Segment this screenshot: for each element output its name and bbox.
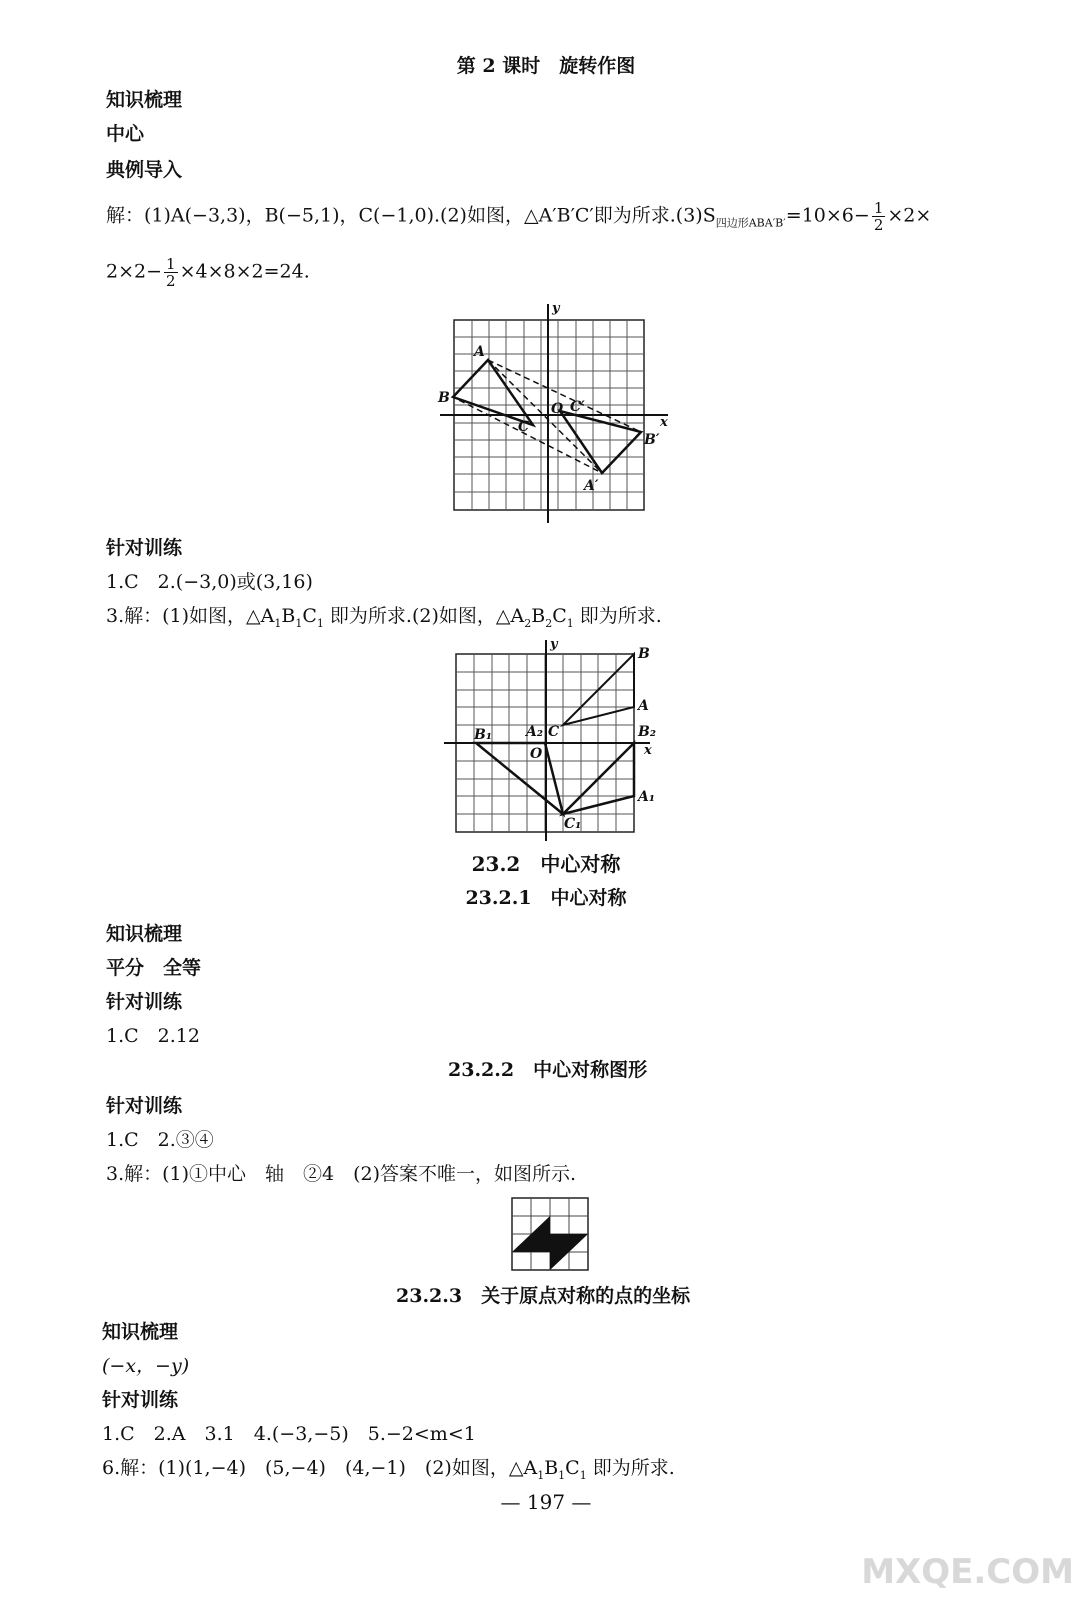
page-number: — 197 — xyxy=(500,1490,592,1514)
heading-practice: 针对训练 xyxy=(106,991,183,1013)
label-C: C xyxy=(548,724,560,740)
heading-knowledge: 知识梳理 xyxy=(106,89,183,111)
subsection-title-2: 23.2.2 中心对称图形 xyxy=(448,1059,648,1081)
practice-solution: 3.解：(1)如图，$\triangle A_1B_1C_1$ 即为所求.(2)如图，$\triangle A_2B_2C_1$ 即为所求. xyxy=(106,605,662,630)
subsection-title-1: 23.2.1 中心对称 xyxy=(465,887,627,909)
label-A2: A₂ xyxy=(526,724,543,740)
solution-line-2: 2×2− $\frac{1}{2}$ ×4×8×2=24. xyxy=(106,255,310,290)
triangle-ApBpCp xyxy=(560,411,641,473)
practice-answers: 1.C 2.12 xyxy=(106,1025,200,1047)
practice-answers: 1.C 2.③④ xyxy=(106,1129,214,1151)
rotation-figure-1 xyxy=(436,298,676,523)
answer-center: 中心 xyxy=(106,123,145,145)
heading-example: 典例导入 xyxy=(106,159,183,181)
label-x: x xyxy=(660,415,668,430)
label-C1: C₁ xyxy=(564,816,582,832)
watermark: MXQE.COM xyxy=(861,1552,1074,1592)
label-y: y xyxy=(552,301,560,316)
answer-line: 平分 全等 xyxy=(106,957,202,979)
label-B: B xyxy=(438,390,450,406)
label-B-prime: B′ xyxy=(644,432,660,448)
label-A: A xyxy=(474,344,485,360)
page-title: 第 2 课时 旋转作图 xyxy=(456,55,636,77)
label-A1: A₁ xyxy=(638,789,655,805)
fraction-half: $\frac{1}{2}$ xyxy=(166,255,176,290)
label-C-prime: C′ xyxy=(570,399,585,415)
label-x: x xyxy=(644,743,652,758)
label-A: A xyxy=(638,698,649,714)
fraction-half: $\frac{1}{2}$ xyxy=(873,199,884,234)
practice-solution: 6.解：(1)(1,−4) (5,−4) (4,−1) (2)如图，$\triangle A_1B_1C_1$ 即为所求. xyxy=(102,1457,675,1482)
heading-knowledge: 知识梳理 xyxy=(102,1321,179,1343)
rotation-figure-2 xyxy=(440,636,670,841)
symmetric-shape xyxy=(512,1216,588,1270)
solution-line-1: 解：(1)A(−3,3)，B(−5,1)，C(−1,0).(2)如图，△A′B′C′即为所求$.(3)S_{四边形ABA'B'}=10\times 6-$ $\frac{1}{2}$ ×2× xyxy=(106,199,932,234)
heading-practice: 针对训练 xyxy=(102,1389,179,1411)
label-y: y xyxy=(550,637,558,652)
heading-practice: 针对训练 xyxy=(106,1095,183,1117)
central-symmetry-figure xyxy=(510,1196,590,1272)
subsection-title-3: 23.2.3 关于原点对称的点的坐标 xyxy=(396,1285,691,1307)
practice-answers: 1.C 2.A 3.1 4.(−3,−5) 5.−2<m<1 xyxy=(102,1423,476,1445)
label-C: C xyxy=(518,419,530,435)
heading-practice: 针对训练 xyxy=(106,537,183,559)
area-subscript: 四边形ABA′B′ xyxy=(715,216,786,230)
heading-knowledge: 知识梳理 xyxy=(106,923,183,945)
label-B2: B₂ xyxy=(638,724,656,740)
label-O: O xyxy=(551,401,564,417)
answer-line: (−x，−y) xyxy=(102,1355,190,1377)
label-A-prime: A′ xyxy=(584,478,599,494)
practice-solution: 3.解：(1)①中心 轴 ②4 (2)答案不唯一，如图所示. xyxy=(106,1163,577,1185)
section-title: 23.2 中心对称 xyxy=(471,852,621,876)
label-B: B xyxy=(638,646,650,662)
label-O: O xyxy=(530,746,543,762)
label-B1: B₁ xyxy=(474,727,492,743)
practice-answers: 1.C 2.(−3,0)或(3,16) xyxy=(106,571,313,593)
